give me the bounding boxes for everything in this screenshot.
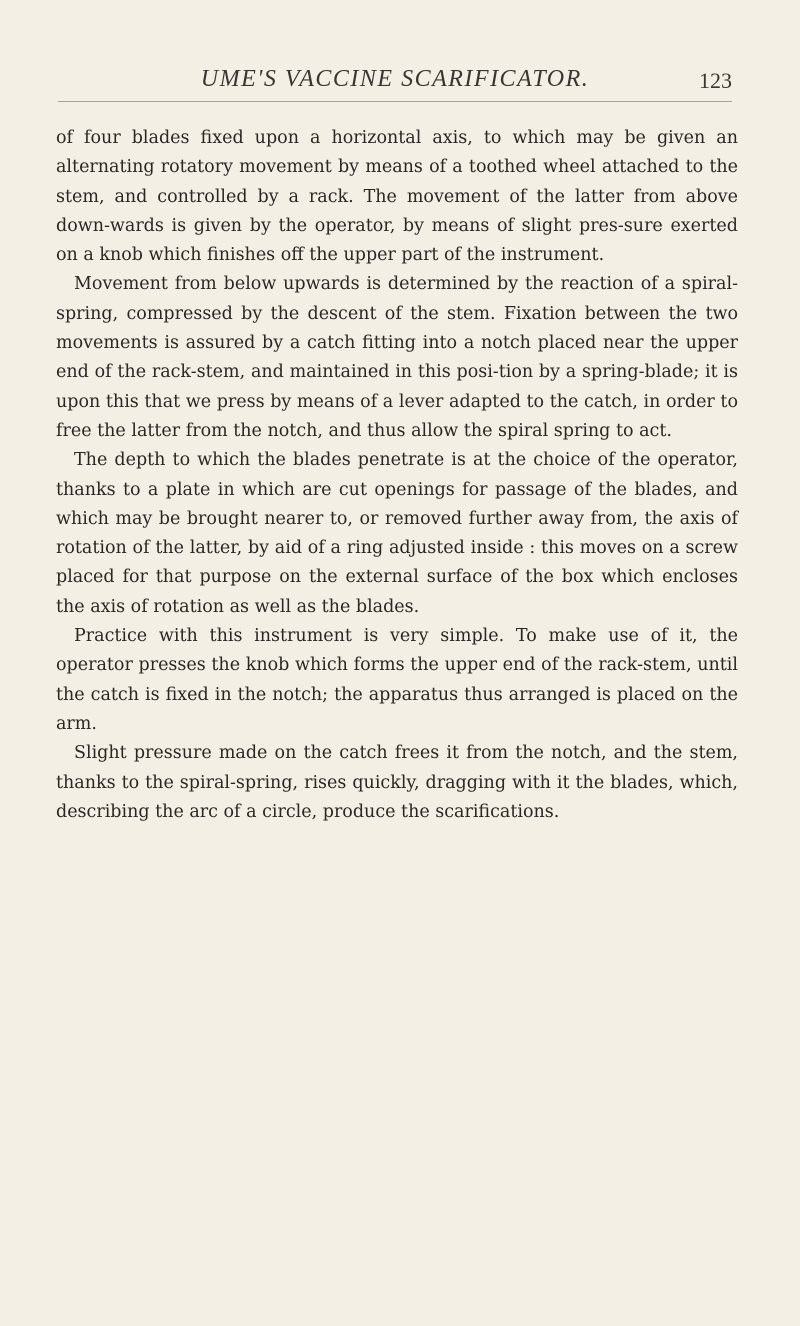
header-rule xyxy=(58,101,732,102)
paragraph-1: of four blades fixed upon a horizontal axis, to which may be given an alternating rotatory movement by means of a toothed wheel attached to the stem, and controlled by a rack. The movement of the latter from above down-wards is given by the operator, by means of slight pres-sure exerted on a knob which finishes off the upper part of the instrument. xyxy=(56,128,738,266)
running-head xyxy=(58,66,732,98)
body-text xyxy=(56,124,738,827)
page-number: 123 xyxy=(699,68,732,93)
paragraph-3: The depth to which the blades penetrate is at the choice of the operator, thanks to a plate in which are cut openings for passage of the blades, and which may be brought nearer to, or removed further away from, the axis of rotation of the latter, by aid of a ring adjusted inside : this moves on a screw placed for that purpose on the external surface of the box which encloses the axis of rotation as well as the blades. xyxy=(56,450,738,617)
running-title: UME'S VACCINE SCARIFICATOR. xyxy=(200,66,590,92)
paragraph-2: Movement from below upwards is determined by the reaction of a spiral-spring, compressed by the descent of the stem. Fixation between the two movements is assured by a catch fitting into a notch placed near the upper end of the rack-stem, and maintained in this posi-tion by a spring-blade; it is upon this that we press by means of a lever adapted to the catch, in order to free the latter from the notch, and thus allow the spiral spring to act. xyxy=(56,274,738,441)
paragraph-5: Slight pressure made on the catch frees it from the notch, and the stem, thanks to the spiral-spring, rises quickly, dragging with it the blades, which, describing the arc of a circle, produce the scarifications. xyxy=(56,743,738,822)
paragraph-4: Practice with this instrument is very simple. To make use of it, the operator presses the knob which forms the upper end of the rack-stem, until the catch is fixed in the notch; the apparatus thus arranged is placed on the arm. xyxy=(56,626,738,734)
